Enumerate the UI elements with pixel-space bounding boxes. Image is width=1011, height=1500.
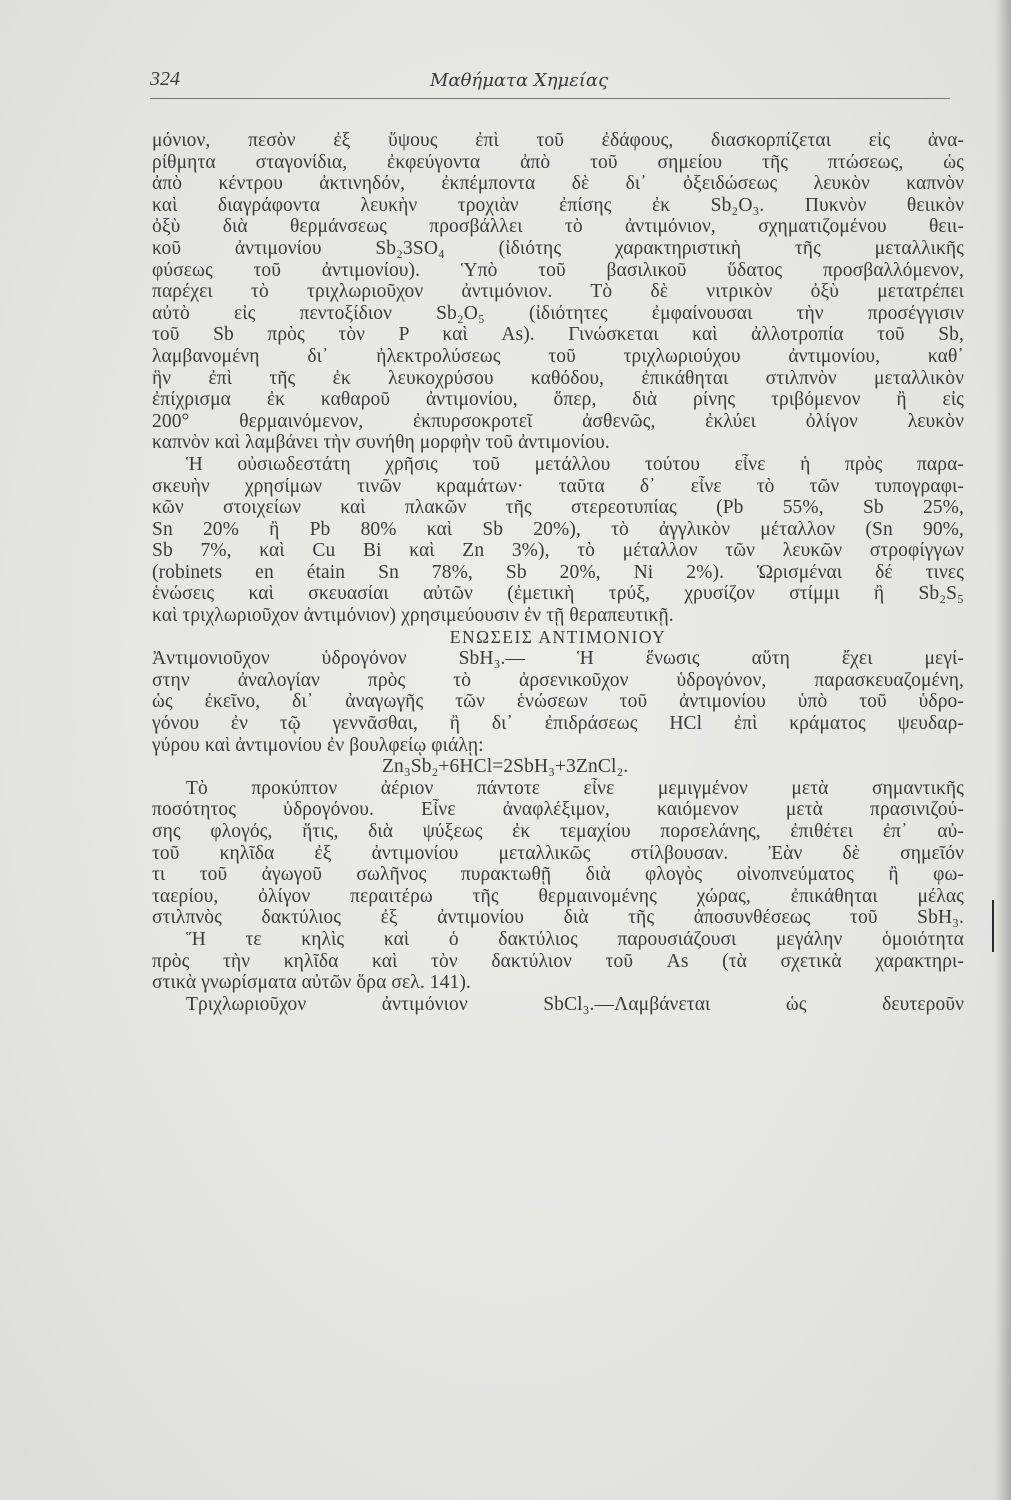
text-line: πρὸς τὴν κηλῖδα καὶ τὸν δακτύλιον τοῦ As (τὰ σχετικὰ χαρακτηρι- xyxy=(152,950,964,972)
text-line: τι τοῦ ἀγωγοῦ σωλῆνος πυρακτωθῇ διὰ φλογὸς οἰνοπνεύματος ἢ φω- xyxy=(152,864,964,886)
text-line: Sb 7%, καὶ Cu Bi καὶ Zn 3%), τὸ μέταλλον τῶν λευκῶν στροφίγγων xyxy=(152,540,964,562)
text-line: ρίθμητα σταγονίδια, ἐκφεύγοντα ἀπὸ τοῦ σημείου τῆς πτώσεως, ὡς xyxy=(152,151,964,173)
text-line: στικὰ γνωρίσματα αὐτῶν ὅρα σελ. 141). xyxy=(152,972,471,994)
text-line: Sn 20% ἢ Pb 80% καὶ Sb 20%), τὸ ἀγγλικὸν μέταλλον (Sn 90%, xyxy=(152,518,964,540)
text-line: ταερίου, ὀλίγον περαιτέρω τῆς θερμαινομένης χώρας, ἐπικάθηται μέλας xyxy=(152,885,964,907)
page-number: 324 xyxy=(150,68,180,90)
page-header xyxy=(150,64,970,100)
text-line: κῶν στοιχείων καὶ πλακῶν τῆς στερεοτυπίας (Pb 55%, Sb 25%, xyxy=(152,497,964,519)
body-text xyxy=(152,130,964,1015)
section-heading: ΕΝΩΣΕΙΣ ΑΝΤΙΜΟΝΙΟΥ xyxy=(449,626,667,647)
text-line: ἀπὸ κέντρου ἀκτινηδόν, ἐκπέμποντα δὲ δι᾽ ὀξειδώσεως λευκὸν καπνὸν xyxy=(152,173,964,195)
text-line: ἑνώσεις καὶ σκευασίαι αὐτῶν (ἐμετικὴ τρύξ, χρυσίζον στίμμι ἢ Sb₂S₅ xyxy=(152,583,964,605)
text-line: ἐπίχρισμα ἐκ καθαροῦ ἀντιμονίου, ὅπερ, διὰ ρίνης τριβόμενον ἢ εἰς xyxy=(152,389,964,411)
text-line: καὶ διαγράφοντα λευκὴν τροχιὰν ἐπίσης ἐκ Sb₂O₃. Πυκνὸν θειικὸν xyxy=(152,194,964,216)
text-line: Ἀντιμονιοῦχον ὑδρογόνον SbH₃.— Ἡ ἕνωσις αὕτη ἔχει μεγί- xyxy=(152,648,964,670)
text-line: Τὸ προκύπτον ἀέριον πάντοτε εἶνε μεμιγμένον μετὰ σημαντικῆς xyxy=(186,777,964,799)
text-line: ἣν ἐπὶ τῆς ἐκ λευκοχρύσου καθόδου, ἐπικάθηται στιλπνὸν μεταλλικὸν xyxy=(152,367,964,389)
text-line: γύρου καὶ ἀντιμονίου ἐν βουλφείῳ φιάλῃ: xyxy=(152,734,484,756)
text-line: ὡς ἐκεῖνο, δι᾽ ἀναγωγῆς τῶν ἑνώσεων τοῦ ἀντιμονίου ὑπὸ τοῦ ὑδρο- xyxy=(152,691,964,713)
text-line: (robinets en étain Sn 78%, Sb 20%, Ni 2%). Ὡρισμέναι δέ τινες xyxy=(152,561,964,583)
text-line: στην ἀναλογίαν πρὸς τὸ ἀρσενικοῦχον ὑδρογόνον, παρασκευαζομένη, xyxy=(152,669,964,691)
text-line: ὀξὺ διὰ θερμάνσεως προσβάλλει τὸ ἀντιμόνιον, σχηματιζομένου θειι- xyxy=(152,216,964,238)
header-rule xyxy=(150,98,950,99)
text-line: τοῦ κηλῖδα ἐξ ἀντιμονίου μεταλλικῶς στίλβουσαν. Ἐὰν δὲ σημεῖόν xyxy=(152,842,964,864)
page-edge-shadow xyxy=(995,0,1011,1500)
text-line: 200° θερμαινόμενον, ἐκπυρσοκροτεῖ ἀσθενῶς, ἐκλύει ὀλίγον λευκὸν xyxy=(152,410,964,432)
text-line: Ἡ οὐσιωδεστάτη χρῆσις τοῦ μετάλλου τούτου εἶνε ἡ πρὸς παρα- xyxy=(186,453,964,475)
text-line: στιλπνὸς δακτύλιος ἐξ ἀντιμονίου διὰ τῆς ἀποσυνθέσεως τοῦ SbH₃. xyxy=(152,907,964,929)
text-line: μόνιον, πεσὸν ἐξ ὕψους ἐπὶ τοῦ ἐδάφους, διασκορπίζεται εἰς ἀνα- xyxy=(152,130,964,151)
text-line: Ἥ τε κηλὶς καὶ ὁ δακτύλιος παρουσιάζουσι μεγάλην ὁμοιότητα xyxy=(186,928,964,950)
text-line: σκευὴν χρησίμων τινῶν κραμάτων· ταῦτα δ᾽ εἶνε τὸ τῶν τυπογραφι- xyxy=(152,475,964,497)
text-line: παρέχει τὸ τριχλωριοῦχον ἀντιμόνιον. Τὸ δὲ νιτρικὸν ὀξὺ μετατρέπει xyxy=(152,281,964,303)
running-title: Μαθήματα Χημείας xyxy=(430,70,609,91)
text-line: ποσότητος ὑδρογόνου. Εἶνε ἀναφλέξιμον, καιόμενον μετὰ πρασινιζού- xyxy=(152,799,964,821)
text-line: σης φλογός, ἥτις, διὰ ψύξεως ἐκ τεμαχίου πορσελάνης, ἐπιθέτει ἐπ᾽ αὐ- xyxy=(152,821,964,842)
text-line: λαμβανομένη δι᾽ ἠλεκτρολύσεως τοῦ τριχλωριούχου ἀντιμονίου, καθ᾽ xyxy=(152,345,964,367)
margin-pencil-mark xyxy=(992,900,994,952)
text-line: κοῦ ἀντιμονίου Sb₂3SO₄ (ἰδιότης χαρακτηριστικὴ τῆς μεταλλικῆς xyxy=(152,237,964,259)
text-line: Τριχλωριοῦχον ἀντιμόνιον SbCl₃.—Λαμβάνεται ὡς δευτεροῦν xyxy=(186,993,964,1015)
text-line: καπνὸν καὶ λαμβάνει τὴν συνήθη μορφὴν τοῦ ἀντιμονίου. xyxy=(152,432,610,454)
chemical-equation: Zn₃Sb₂+6HCl=2SbH₃+3ZnCl₂. xyxy=(382,756,629,778)
text-line: αὐτὸ εἰς πεντοξίδιον Sb₂O₅ (ἰδιότητες ἐμφαίνουσαι τὴν προσέγγισιν xyxy=(152,302,964,324)
text-line: φύσεως τοῦ ἀντιμονίου). Ὑπὸ τοῦ βασιλικοῦ ὕδατος προσβαλλόμενον, xyxy=(152,259,964,281)
text-line: γόνου ἐν τῷ γεννᾶσθαι, ἢ δι᾽ ἐπιδράσεως HCl ἐπὶ κράματος ψευδαρ- xyxy=(152,713,964,735)
text-line: τοῦ Sb πρὸς τὸν P καὶ As). Γινώσκεται καὶ ἀλλοτροπία τοῦ Sb, xyxy=(152,324,964,346)
text-line: καὶ τριχλωριοῦχον ἀντιμόνιον) χρησιμεύουσιν ἐν τῇ θεραπευτικῇ. xyxy=(152,605,674,627)
